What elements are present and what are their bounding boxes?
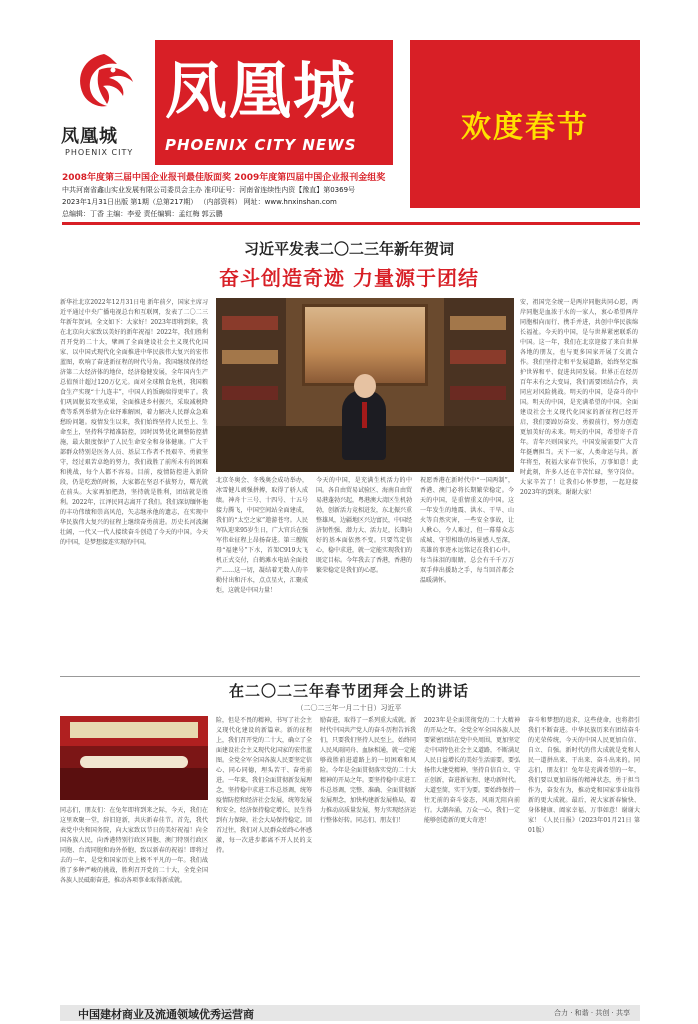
article2-column-5: 奋斗和梦想的追求，这些使命，也将指引我们不断奋进。中华民族历来有团结奋斗的光荣传统，今天的中国人民更加自信、自立、自强。新时代的伟大成就是党和人民一道拼出来、干出来、奋斗出来的。同志们，朋友们！兔年是充满希望的一年，我们要以更加昂扬的精神状态，勇于担当作为，奋发有为，推动党和国家事业取得新的更大成就。最后，祝大家新春愉快、身体健康、阖家幸福、万事如意！谢谢大家！《人民日报》（2023年01月21日 第01版）	[528, 717, 640, 834]
phoenix-logo	[55, 50, 155, 165]
newspaper-title: 凤凰城	[165, 54, 358, 127]
festival-greeting: 欢度春节	[461, 110, 589, 145]
issue-info: 2023年1月31日出版 第1期（总第217期） （内部资料） 网址：www.hnxinshan.com	[62, 198, 337, 206]
article2-column-1: 同志们，朋友们：在兔年即将到来之际，今天，我们在这里欢聚一堂，辞旧迎新，共庆新春佳节。首先，我代表党中央和国务院，向大家致以节日的美好祝福！向全国各族人民，向香港特别行政区同胞、澳门特别行政区同胞、台湾同胞和海外侨胞，致以新春的祝福！即将过去的一年，是党和国家历史上极不平凡的一年。我们战胜了多种严峻的挑战，胜利召开党的二十大，全党全国各族人民砥砺奋进，推动各项事业取得新成就。	[60, 807, 208, 884]
phoenix-bird-icon	[69, 50, 139, 112]
article1-photo	[216, 298, 514, 472]
masthead-divider	[62, 222, 640, 225]
article2-headline: 在二〇二三年春节团拜会上的讲话	[228, 682, 469, 700]
article1-headline: 奋斗创造奇迹 力量源于团结	[219, 266, 479, 290]
award-line: 2008年度第三届中国企业报刊最佳版面奖 2009年度第四届中国企业报刊金组奖	[62, 173, 386, 183]
article1-column-1: 新华社北京2022年12月31日电 新年前夕，国家主席习近平通过中央广播电视总台和互联网，发表了二〇二三年新年贺词。全文如下：大家好！2023年即将到来，我在北京向大家致以美好的新年祝福！2022年，我们胜利召开党的二十大，擘画了全面建设社会主义现代化国家、以中国式现代化全面推进中华民族伟大复兴的宏伟蓝图，吹响了奋进新征程的时代号角。我国继续保持经济第二大经济体的地位，经济稳健发展，全年国内生产总值预计超过120万亿元。面对全球粮食危机，我国粮食生产实现“十九连丰”，中国人的饭碗端得更牢了。我们巩固脱贫攻坚成果，全面推进乡村振兴，采取减税降费等系列举措为企业纾难解困，着力解决人民群众急难愁盼问题。疫情发生以来，我们始终坚持人民至上、生命至上，坚持科学精准防控，因时因势优化调整防控措施，最大限度保护了人民生命安全和身体健康。广大干部群众特别是医务人员、基层工作者不畏艰辛、勇毅坚守，经过艰苦卓绝的努力，我们战胜了前所未有的困难和挑战，每个人都不容易。目前，疫情防控进入新阶段，仍是吃劲的时候，大家都在坚忍不拔努力，曙光就在前头。大家再加把劲，坚持就是胜利，团结就是胜利。2022年，江泽民同志离开了我们。我们深切缅怀他的丰功伟绩和崇高风范，矢志继承他的遗志，在实现中华民族伟大复兴的征程上继续奋勇前进。历史长河波澜壮阔，一代又一代人接续奋斗创造了今天的中国。今天的中国，是梦想接连实现的中国。	[60, 299, 208, 546]
article2-column-4: 2023年是全面贯彻党的二十大精神的开局之年。全党全军全国各族人民要紧密团结在党中央周围，更加坚定走中国特色社会主义道路，不断满足人民日益增长的美好生活需要。要弘扬伟大建党精神，坚持自信自立、守正创新，奋进新征程、建功新时代。大道至简，实干为要。要始终保持一往无前的奋斗姿态，风雨无阻向前行。大潮奔涌，万众一心，我们一定能够创造新的更大奇迹！	[424, 717, 520, 824]
logo-english-name: PHOENIX CITY	[65, 148, 134, 157]
newspaper-title-block	[155, 40, 393, 165]
section-divider	[60, 676, 640, 677]
article1-column-4: 祝愿香港在新时代中“一国两制”，香港、澳门必将长期繁荣稳定。今天的中国，是重情重义的中国。这一年发生的地震、洪水、干旱、山火等自然灾害，一些安全事故，让人揪心，令人难过，但一幕幕众志成城、守望相助的场景感人至深，英雄的事迹永远铭记在我们心中。每当抹泪的眼睛，总会有千千万万双手伸出援助之手，每当回首都会温暖满怀。	[420, 477, 514, 584]
article1-kicker: 习近平发表二〇二三年新年贺词	[243, 240, 454, 258]
article2-photo	[60, 716, 208, 800]
editor-info: 总编辑：丁香 主编：李爱 责任编辑：孟红梅 郭云鹏	[62, 210, 223, 218]
article1-column-3: 今天的中国，是充满生机活力的中国。各自由贸易试验区、海南自由贸易港蓬勃兴起，粤港澳大湾区生机勃勃，创新活力竞相迸发，东北振兴重整雄风，边疆地区兴边富民，中国经济韧性强、潜力大、活力足，长期向好的基本面依然不变。只要笃定信心，稳中求进，就一定能实现我们的既定目标。今年我去了香港，香港的繁荣稳定是我们的心愿。	[316, 477, 412, 574]
footer-values: 合力 · 和谐 · 共创 · 共享	[553, 1009, 630, 1017]
footer-slogan: 中国建材商业及流通领域优秀运营商	[78, 1008, 254, 1021]
publisher-info: 中共河南省鑫山实业发展有限公司委员会主办 准印证号：河南省连续性内资【豫直】第0369号	[62, 186, 356, 194]
logo-chinese-name: 凤凰城	[61, 126, 118, 147]
article2-byline: （二〇二三年一月二十日）习近平	[296, 704, 402, 712]
article1-column-2: 北京冬奥会、冬残奥会成功举办，冰雪健儿顽强拼搏，取得了骄人成绩。神舟十三号、十四号、十五号接力腾飞，中国空间站全面建成，我们的“太空之家”遨游苍穹。人民军队迎来95岁生日，广大官兵在强军伟业征程上昂扬奋进。第三艘航母“福建号”下水，首架C919大飞机正式交付，白鹤滩水电站全面投产……这一切，凝结着无数人的辛勤付出和汗水，点点星火，汇聚成炬，这就是中国力量！	[216, 477, 308, 594]
newspaper-title-english: PHOENIX CITY NEWS	[165, 136, 357, 154]
festival-banner	[410, 40, 640, 208]
article2-column-2: 险，但是不畏的精神，书写了社会主义现代化建设的新篇章。新的征程上，我们召开党的二十大，确立了全面建设社会主义现代化国家的宏伟蓝图。全党全军全国各族人民要坚定信心、同心同德，埋头苦干、奋勇前进。一年来，我们全面贯彻新发展理念，坚持稳中求进工作总基调，统筹疫情防控和经济社会发展，统筹发展和安全，经济保持稳定增长，民生得到有力保障，社会大局保持稳定。回首过往，我们对人民群众始终心怀感激，每一次进步都离不开人民的支持。	[216, 717, 312, 854]
page-footer	[60, 1005, 640, 1021]
article2-column-3: 励奋进，取得了一系列重大成就。新时代中国共产党人的奋斗历程告诉我们，只要我们坚持人民至上，始终同人民风雨同舟、血脉相通，就一定能够战胜前进道路上的一切困难和风险。今年是全面贯彻落实党的二十大精神的开局之年。要坚持稳中求进工作总基调，完整、准确、全面贯彻新发展理念，加快构建新发展格局，着力推动高质量发展，努力实现经济运行整体好转。同志们、朋友们！	[320, 717, 416, 824]
article1-column-5: 安，祖国完全统一是两岸同胞共同心愿，两岸同胞是血浓于水的一家人，衷心希望两岸同胞相向而行、携手并进，共创中华民族绵长福祉。今天的中国，是与世界紧密联系的中国。这一年，我们在北京迎接了来自世界各地的朋友，也与更多国家开展了交流合作。我们坚持走和平发展道路，始终坚定维护世界和平、促进共同发展。世界正在经历百年未有之大变局，我们需要团结合作，共同应对风险挑战。明天的中国，是奋斗的中国。明天的中国，是充满希望的中国。全面建设社会主义现代化国家的新征程已经开启，我们要踔厉奋发、勇毅前行，努力创造更加美好的未来。明天的中国，希望寄予青年。青年兴则国家兴，中国发展需要广大青年挺膺担当。天下一家，人类命运与共。新年将至，祝福大家春节快乐，万事如意！此时此刻，许多人还在辛苦忙碌，坚守岗位。大家辛苦了！让我们心怀梦想，一起迎接2023年的到来。谢谢大家！	[520, 299, 638, 496]
